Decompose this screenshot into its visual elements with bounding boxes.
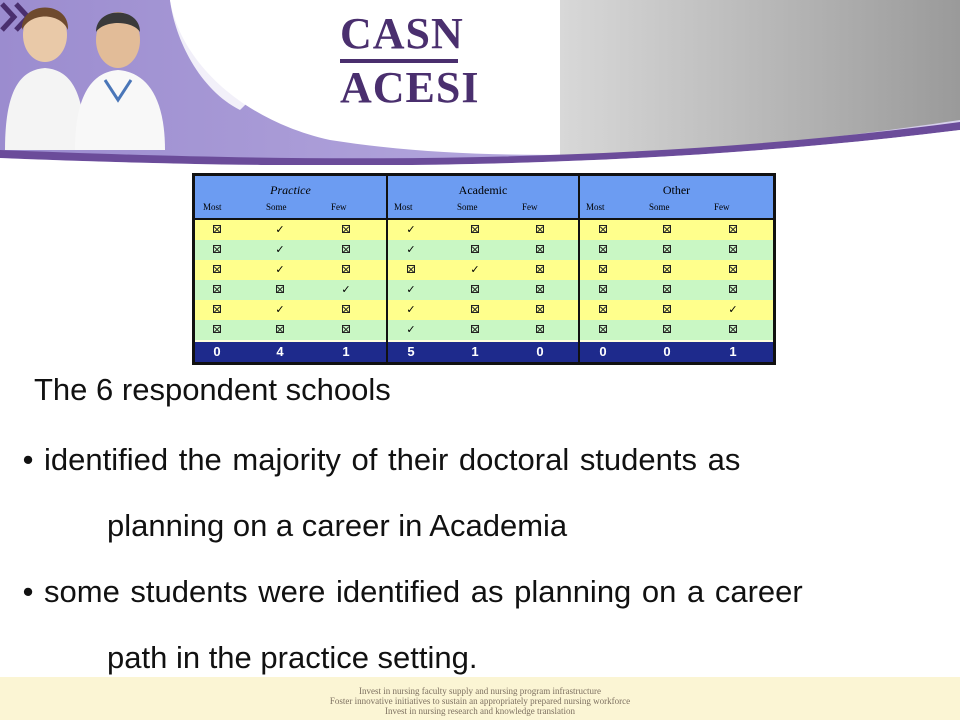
check-icon: ✓ — [341, 283, 351, 296]
col-label: Some — [266, 202, 287, 212]
x-box-icon — [729, 225, 737, 233]
footer — [0, 677, 960, 720]
group-title: Other — [662, 183, 691, 197]
total-value: 1 — [342, 344, 350, 359]
bullet-marker: • — [22, 574, 34, 609]
x-box-icon — [663, 325, 671, 333]
x-box-icon — [471, 305, 479, 313]
logo-line1: CASN — [340, 9, 464, 58]
check-icon: ✓ — [406, 323, 416, 336]
total-value: 0 — [599, 344, 607, 359]
x-box-icon — [599, 305, 607, 313]
x-box-icon — [213, 245, 221, 253]
x-box-icon — [342, 245, 350, 253]
check-icon: ✓ — [275, 243, 285, 256]
group-other — [580, 176, 773, 218]
group-title: Practice — [270, 183, 311, 197]
check-icon: ✓ — [728, 303, 738, 316]
x-box-icon — [729, 265, 737, 273]
x-box-icon — [213, 285, 221, 293]
x-box-icon — [536, 225, 544, 233]
footer-line1: Invest in nursing faculty supply and nursing program infrastructure — [359, 686, 601, 696]
x-box-icon — [599, 225, 607, 233]
group-academic — [388, 176, 580, 218]
check-icon: ✓ — [406, 283, 416, 296]
logo-line2: ACESI — [340, 63, 480, 112]
x-box-icon — [276, 325, 284, 333]
group-title: Academic — [458, 183, 508, 197]
x-box-icon — [213, 225, 221, 233]
total-value: 5 — [407, 344, 415, 359]
check-icon: ✓ — [470, 263, 480, 276]
table-header — [195, 176, 773, 221]
check-icon: ✓ — [275, 303, 285, 316]
divider — [578, 218, 580, 362]
x-box-icon — [536, 305, 544, 313]
check-icon: ✓ — [406, 303, 416, 316]
col-label: Few — [522, 202, 538, 212]
x-box-icon — [536, 265, 544, 273]
x-box-icon — [471, 245, 479, 253]
x-box-icon — [729, 285, 737, 293]
x-box-icon — [342, 325, 350, 333]
col-label: Few — [714, 202, 730, 212]
x-box-icon — [663, 225, 671, 233]
bullet2-line1: some students were identified as planning on a career — [44, 574, 803, 609]
total-value: 0 — [536, 344, 544, 359]
x-box-icon — [599, 265, 607, 273]
x-box-icon — [342, 265, 350, 273]
x-box-icon — [213, 325, 221, 333]
x-box-icon — [536, 245, 544, 253]
x-box-icon — [599, 325, 607, 333]
x-box-icon — [599, 285, 607, 293]
intro-text: The 6 respondent schools — [34, 372, 391, 407]
casn-logo — [340, 9, 480, 112]
x-box-icon — [599, 245, 607, 253]
check-icon: ✓ — [406, 223, 416, 236]
col-label: Some — [457, 202, 478, 212]
total-value: 1 — [729, 344, 737, 359]
x-box-icon — [729, 325, 737, 333]
totals-row — [195, 342, 773, 362]
total-value: 1 — [471, 344, 479, 359]
table-row — [195, 240, 773, 260]
total-value: 4 — [276, 344, 284, 359]
x-box-icon — [729, 245, 737, 253]
table-row — [195, 300, 773, 320]
x-box-icon — [663, 265, 671, 273]
x-box-icon — [471, 325, 479, 333]
survey-table — [192, 173, 776, 365]
x-box-icon — [536, 325, 544, 333]
col-label: Most — [203, 202, 222, 212]
col-label: Most — [586, 202, 605, 212]
table-row — [195, 280, 773, 300]
table-row — [195, 320, 773, 340]
x-box-icon — [663, 285, 671, 293]
footer-line3: Invest in nursing research and knowledge translation — [385, 706, 575, 716]
x-box-icon — [213, 305, 221, 313]
footer-line2: Foster innovative initiatives to sustain an appropriately prepared nursing workforce — [329, 696, 631, 706]
total-value: 0 — [663, 344, 671, 359]
x-box-icon — [213, 265, 221, 273]
total-value: 0 — [213, 344, 221, 359]
x-box-icon — [536, 285, 544, 293]
check-icon: ✓ — [275, 263, 285, 276]
x-box-icon — [342, 305, 350, 313]
group-practice — [195, 176, 388, 218]
col-label: Some — [649, 202, 670, 212]
col-label: Few — [331, 202, 347, 212]
divider — [386, 218, 388, 362]
x-box-icon — [663, 305, 671, 313]
bullet2-line2: path in the practice setting. — [107, 640, 478, 675]
bullet1-line2: planning on a career in Academia — [107, 508, 568, 543]
table-row — [195, 260, 773, 280]
table-row — [195, 220, 773, 240]
x-box-icon — [276, 285, 284, 293]
header-banner — [0, 0, 960, 165]
x-box-icon — [407, 265, 415, 273]
bullet1-line1: identified the majority of their doctoral students as — [44, 442, 741, 477]
x-box-icon — [471, 285, 479, 293]
check-icon: ✓ — [406, 243, 416, 256]
x-box-icon — [471, 225, 479, 233]
x-box-icon — [663, 245, 671, 253]
doctors-photo — [0, 0, 170, 150]
col-label: Most — [394, 202, 413, 212]
bullet-marker: • — [22, 442, 34, 477]
check-icon: ✓ — [275, 223, 285, 236]
x-box-icon — [342, 225, 350, 233]
